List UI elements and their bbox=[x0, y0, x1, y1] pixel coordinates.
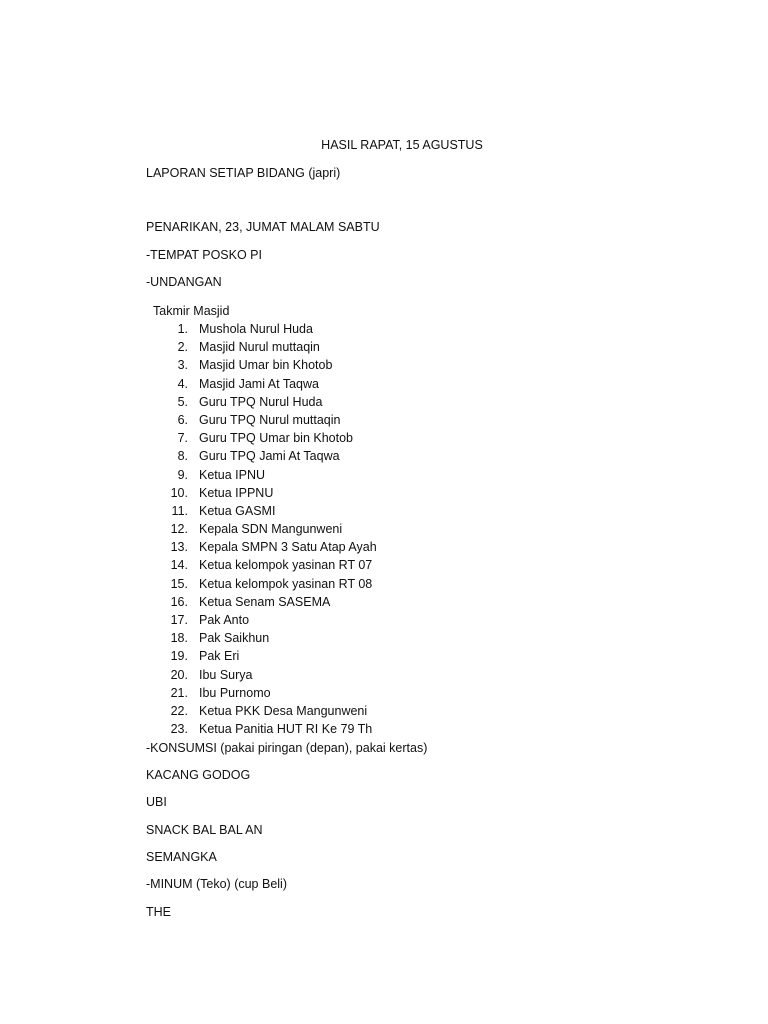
konsumsi-line: -KONSUMSI (pakai piringan (depan), pakai kertas) bbox=[146, 741, 428, 755]
invitee-number: 14. bbox=[170, 558, 188, 573]
invitee-name: Kepala SMPN 3 Satu Atap Ayah bbox=[199, 540, 377, 555]
minum-line: -MINUM (Teko) (cup Beli) bbox=[146, 877, 287, 891]
invitee-name: Ketua Panitia HUT RI Ke 79 Th bbox=[199, 722, 373, 737]
invitee-name: Ketua kelompok yasinan RT 08 bbox=[199, 576, 373, 591]
invitee-number: 6. bbox=[177, 412, 188, 427]
invitee-number: 17. bbox=[170, 613, 188, 627]
invitee-number: 22. bbox=[170, 703, 188, 718]
document-title: HASIL RAPAT, 15 AGUSTUS bbox=[321, 138, 483, 152]
snack-line: SNACK BAL BAL AN bbox=[146, 823, 263, 837]
invitee-name: Guru TPQ Umar bin Khotob bbox=[199, 431, 354, 446]
invitee-number: 12. bbox=[170, 522, 188, 537]
invitee-name: Ketua kelompok yasinan RT 07 bbox=[199, 558, 373, 573]
kacang-godog-line: KACANG GODOG bbox=[146, 768, 251, 782]
laporan-line: LAPORAN SETIAP BIDANG (japri) bbox=[146, 166, 341, 180]
invitee-name: Ketua Senam SASEMA bbox=[199, 594, 331, 609]
invitee-name: Ketua IPPNU bbox=[199, 485, 274, 500]
invitee-name: Pak Eri bbox=[199, 649, 240, 664]
invitee-number: 3. bbox=[177, 358, 188, 373]
invitee-name: Mushola Nurul Huda bbox=[199, 322, 313, 336]
invitee-number: 21. bbox=[170, 685, 188, 700]
invitee-name: Kepala SDN Mangunweni bbox=[199, 522, 343, 537]
invitee-number: 18. bbox=[170, 631, 188, 646]
invitee-number: 19. bbox=[170, 649, 188, 664]
takmir-masjid-subheading: Takmir Masjid bbox=[153, 304, 230, 318]
invitee-name: Ketua PKK Desa Mangunweni bbox=[199, 703, 368, 718]
invitee-name: Pak Anto bbox=[199, 613, 250, 627]
invitee-number: 9. bbox=[177, 467, 188, 482]
invitee-name: Pak Saikhun bbox=[199, 631, 270, 646]
undangan-line: -UNDANGAN bbox=[146, 275, 222, 289]
invitee-number: 15. bbox=[170, 576, 188, 591]
invitee-number: 7. bbox=[177, 431, 188, 446]
semangka-line: SEMANGKA bbox=[146, 850, 217, 864]
penarikan-line: PENARIKAN, 23, JUMAT MALAM SABTU bbox=[146, 220, 380, 234]
invitee-name: Masjid Umar bin Khotob bbox=[199, 358, 333, 373]
invitee-number: 23. bbox=[170, 722, 188, 737]
ubi-line: UBI bbox=[146, 795, 167, 809]
invitee-number: 13. bbox=[170, 540, 188, 555]
invitee-name: Masjid Nurul muttaqin bbox=[199, 340, 320, 355]
invitee-number: 1. bbox=[177, 322, 188, 336]
invitee-name: Ibu Purnomo bbox=[199, 685, 271, 700]
invitee-name: Ketua GASMI bbox=[199, 503, 276, 518]
invitee-name: Guru TPQ Nurul muttaqin bbox=[199, 412, 341, 427]
invitee-number: 16. bbox=[170, 594, 188, 609]
invitee-number: 5. bbox=[177, 394, 188, 409]
invitee-name: Guru TPQ Jami At Taqwa bbox=[199, 449, 340, 464]
invitee-number: 11. bbox=[171, 503, 188, 518]
invitee-number: 2. bbox=[177, 340, 188, 355]
invitee-name: Ibu Surya bbox=[199, 667, 253, 682]
the-line: THE bbox=[146, 905, 171, 919]
invitee-number: 4. bbox=[177, 376, 188, 391]
invitee-name: Guru TPQ Nurul Huda bbox=[199, 394, 323, 409]
invitee-number: 20. bbox=[170, 667, 188, 682]
invitee-name: Ketua IPNU bbox=[199, 467, 266, 482]
tempat-posko-line: -TEMPAT POSKO PI bbox=[146, 248, 262, 262]
invitee-number: 10. bbox=[170, 485, 188, 500]
invitee-name: Masjid Jami At Taqwa bbox=[199, 376, 319, 391]
invitee-number: 8. bbox=[177, 449, 188, 464]
